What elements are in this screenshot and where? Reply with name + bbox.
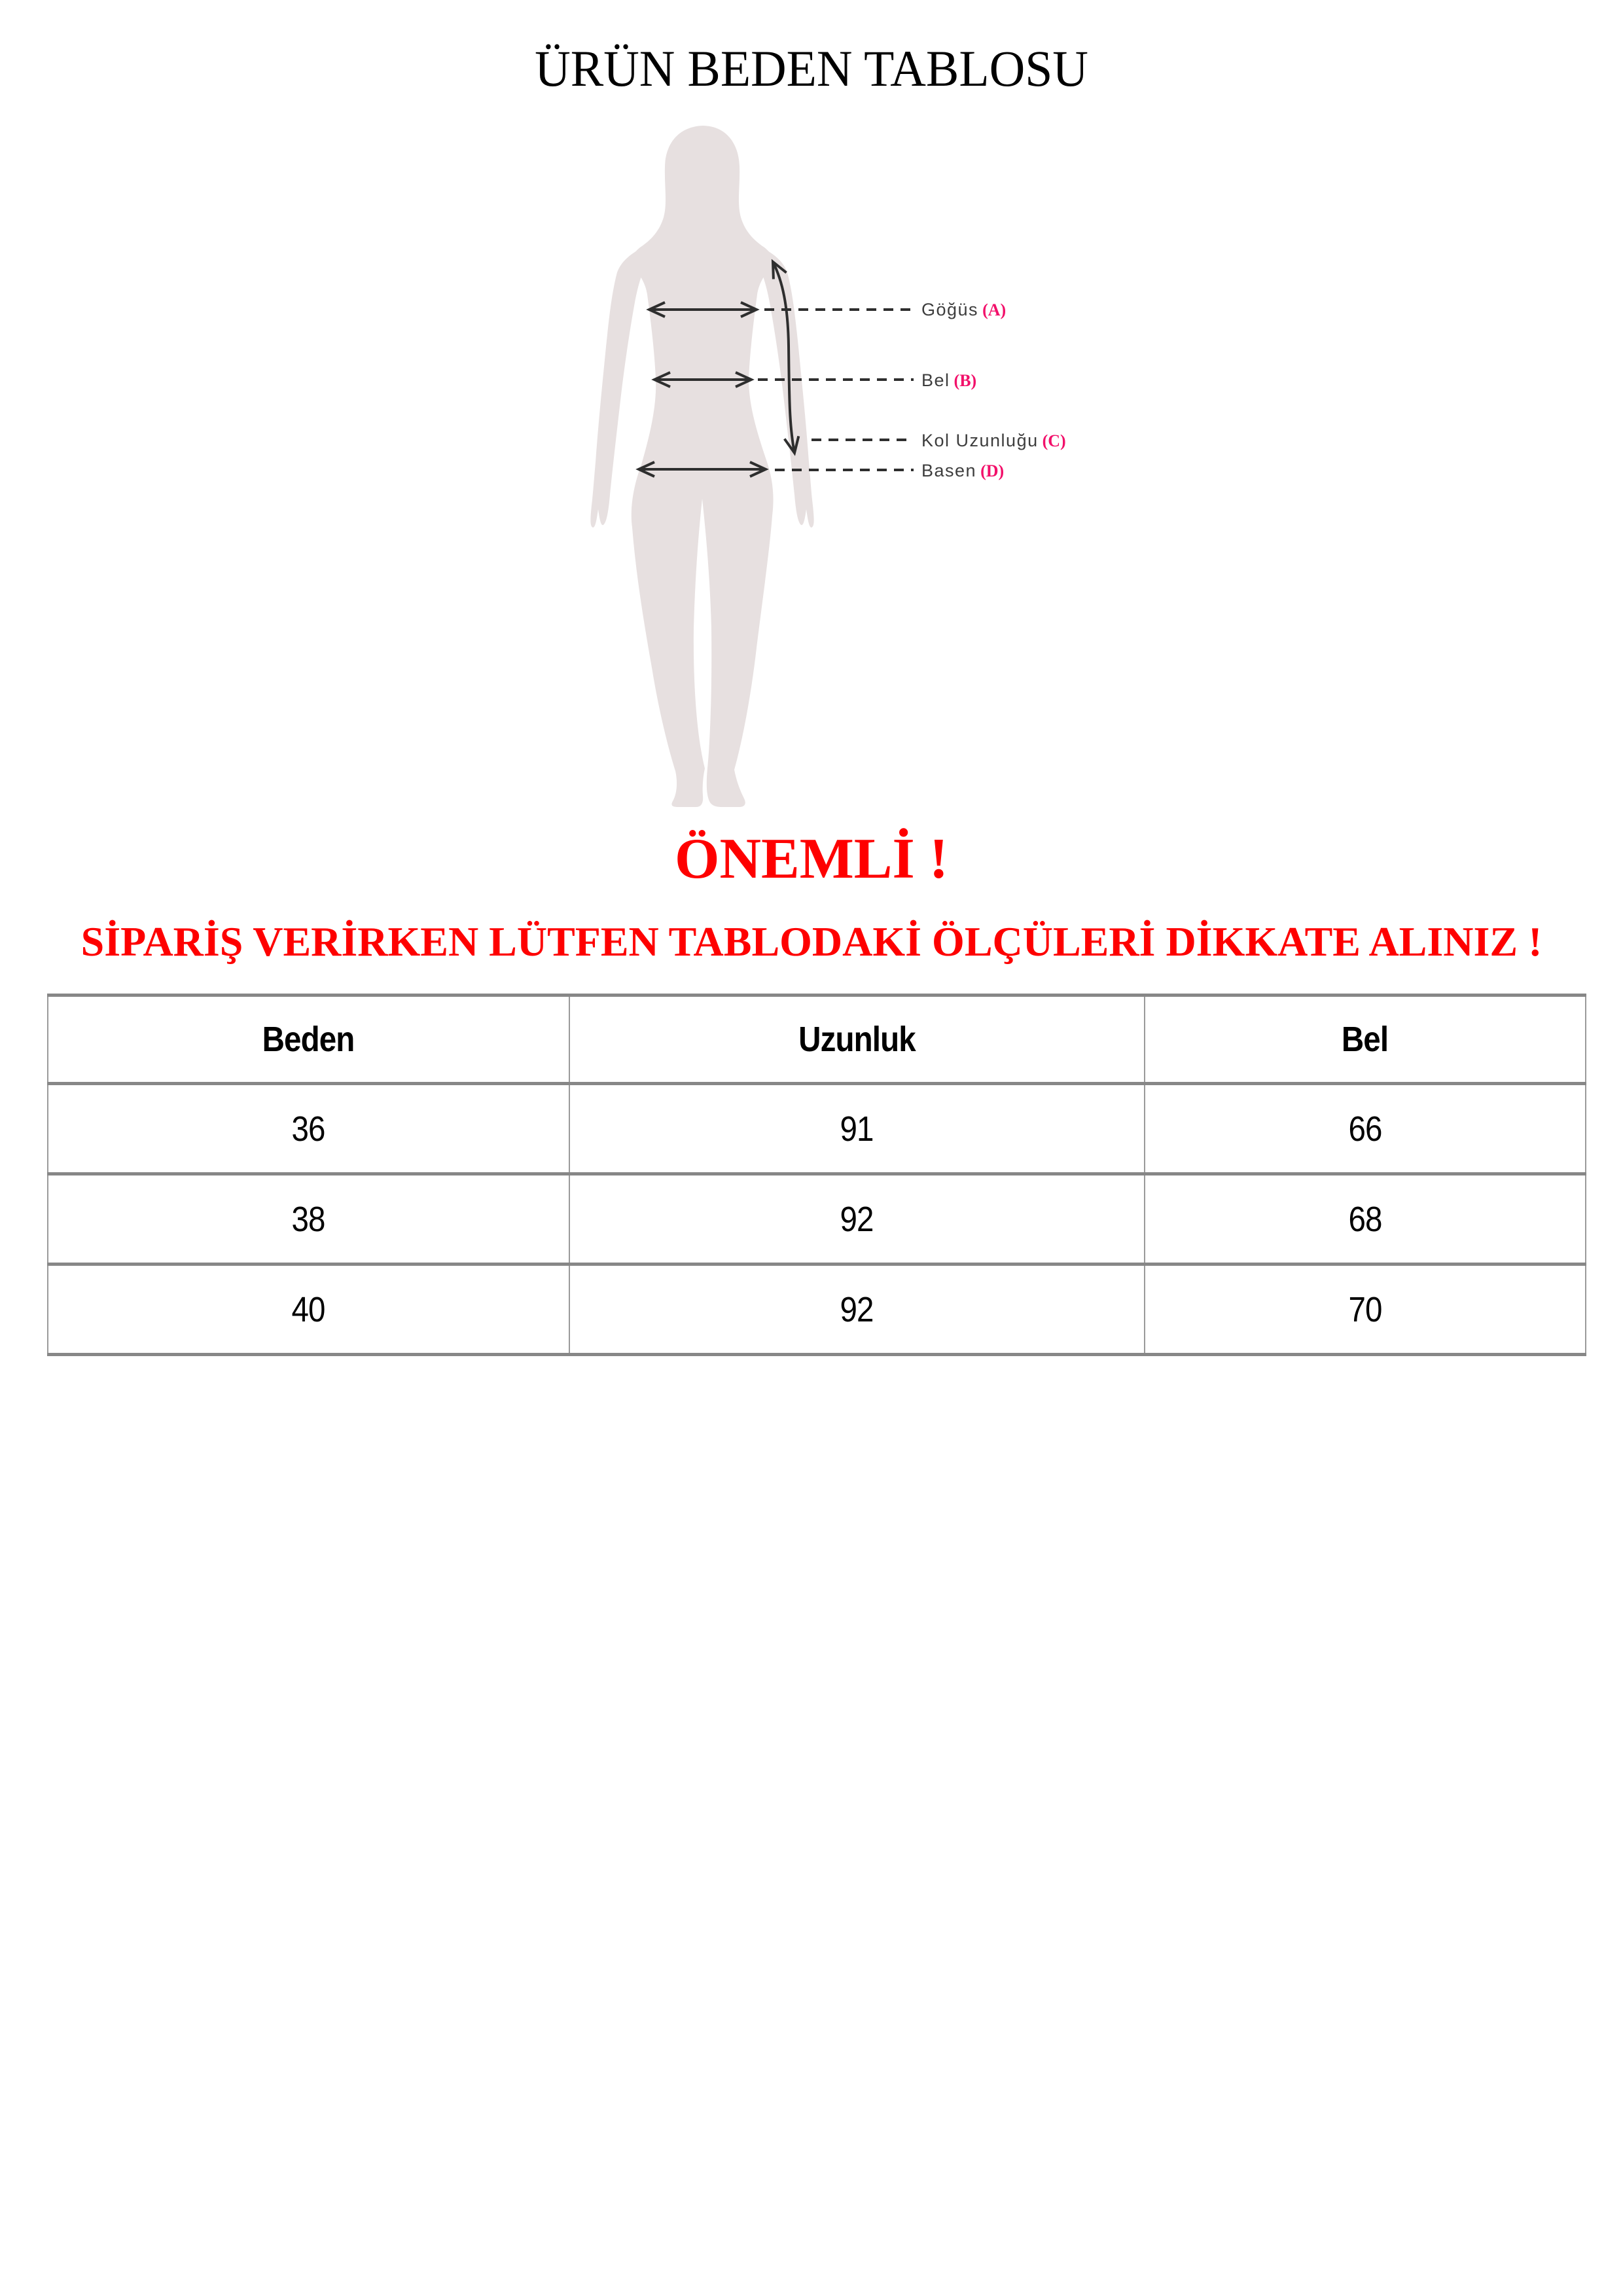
label-chest-text: Göğüs <box>921 300 979 319</box>
header-uzunluk-text: Uzunluk <box>798 1020 916 1059</box>
cell-size-36-bel <box>1145 1084 1586 1174</box>
body-silhouette-figure <box>590 126 813 807</box>
value-38: 38 <box>291 1199 325 1239</box>
body-silhouette-svg <box>576 118 929 818</box>
value-36: 36 <box>291 1109 325 1149</box>
label-waist-letter: (B) <box>954 371 977 390</box>
table-row-size-40 <box>48 1265 1586 1355</box>
header-cell-bel <box>1145 996 1586 1084</box>
label-chest <box>921 297 1006 322</box>
cell-size-40-beden <box>48 1265 569 1355</box>
table-row-size-38 <box>48 1174 1586 1265</box>
cell-size-40-bel <box>1145 1265 1586 1355</box>
cell-size-36-beden <box>48 1084 569 1174</box>
value-68: 68 <box>1348 1199 1382 1239</box>
header-bel-text: Bel <box>1342 1020 1389 1059</box>
value-40: 40 <box>291 1289 325 1329</box>
label-arm-length <box>921 428 1066 453</box>
label-chest-letter: (A) <box>982 300 1007 319</box>
value-92: 92 <box>840 1199 874 1239</box>
label-waist <box>921 368 976 393</box>
cell-size-38-bel <box>1145 1174 1586 1265</box>
important-subheading: SİPARİŞ VERİRKEN LÜTFEN TABLODAKİ ÖLÇÜLERİ DİKKATE ALINIZ ! <box>80 918 1543 965</box>
label-arm-length-letter: (C) <box>1042 431 1066 450</box>
header-cell-beden <box>48 996 569 1084</box>
table-row-size-36 <box>48 1084 1586 1174</box>
label-hip-text: Basen <box>921 461 977 480</box>
label-hip <box>921 458 1004 483</box>
cell-size-36-uzunluk <box>569 1084 1145 1174</box>
label-hip-letter: (D) <box>980 461 1005 480</box>
cell-size-38-uzunluk <box>569 1174 1145 1265</box>
value-91: 91 <box>840 1109 874 1149</box>
label-waist-text: Bel <box>921 370 950 390</box>
size-table-header-row <box>48 996 1586 1084</box>
label-arm-length-text: Kol Uzunluğu <box>921 431 1039 450</box>
size-table <box>47 994 1586 1356</box>
header-beden-text: Beden <box>262 1020 355 1059</box>
value-70: 70 <box>1348 1289 1382 1329</box>
value-92b: 92 <box>840 1289 874 1329</box>
page-title: ÜRÜN BEDEN TABLOSU <box>535 40 1088 97</box>
cell-size-40-uzunluk <box>569 1265 1145 1355</box>
value-66: 66 <box>1348 1109 1382 1149</box>
header-cell-uzunluk <box>569 996 1145 1084</box>
important-heading: ÖNEMLİ ! <box>675 827 948 891</box>
cell-size-38-beden <box>48 1174 569 1265</box>
